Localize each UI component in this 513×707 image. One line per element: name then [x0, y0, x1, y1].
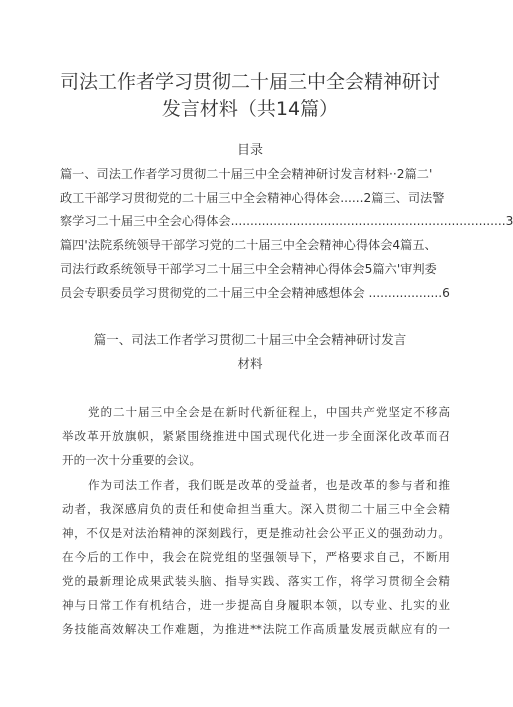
paragraph-2-line-1: 作为司法工作者，我们既是改革的受益者，也是改革的参与者和推 [88, 478, 450, 492]
paragraph-1-line-2: 举改革开放旗帜，紧紧围绕推进中国式现代化进一步全面深化改革而召 [62, 429, 450, 443]
paragraph-2-line-3: 神，不仅是对法治精神的深刻践行，更是推动社会公平正义的强劲动力。 [62, 526, 450, 540]
paragraph-2-line-5: 党的最新理论成果武装头脑、指导实践、落实工作，将学习贯彻全会精 [62, 574, 450, 588]
paragraph-1-line-1: 党的二十届三中全会是在新时代新征程上，中国共产党坚定不移高 [88, 405, 450, 419]
paragraph-1-line-3: 开的一次十分重要的会议。 [62, 453, 202, 467]
paragraph-2-line-6: 神与日常工作有机结合，进一步提高自身履职本领，以专业、扎实的业 [62, 598, 450, 612]
toc-line-2[interactable]: 政工干部学习贯彻党的二十届三中全会精神心得体会......2篇三、司法警 [60, 191, 445, 205]
toc-line-3[interactable]: 察学习二十届三中全会心得体会.......................................................................3 [60, 214, 513, 228]
section-title-line-1: 篇一、司法工作者学习贯彻二十届三中全会精神研讨发言 [93, 332, 407, 347]
document-title-line-2: 发言材料（共14篇） [161, 98, 339, 120]
paragraph-2-line-7: 务技能高效解决工作难题，为推进**法院工作高质量发展贡献应有的一 [62, 622, 450, 636]
paragraph-2-line-4: 在今后的工作中，我会在院党组的坚强领导下，严格要求自己，不断用 [62, 550, 450, 564]
toc-line-5[interactable]: 司法行政系统领导干部学习二十届三中全会精神心得体会5篇六'审判委 [60, 262, 437, 276]
paragraph-2-line-2: 动者，我深感肩负的责任和使命担当重大。深入贯彻二十届三中全会精 [62, 502, 450, 516]
toc-line-6[interactable]: 员会专职委员学习贯彻党的二十届三中全会精神感想体会 ...................6 [60, 286, 450, 300]
section-title-line-2: 材料 [237, 356, 263, 371]
toc-line-4[interactable]: 篇四'法院系统领导干部学习党的二十届三中全会精神心得体会4篇五、 [60, 238, 437, 252]
toc-heading: 目录 [236, 143, 263, 158]
toc-line-1[interactable]: 篇一、司法工作者学习贯彻二十届三中全会精神研讨发言材料··2篇二' [60, 167, 433, 181]
document-title-line-1: 司法工作者学习贯彻二十届三中全会精神研讨 [59, 71, 440, 93]
